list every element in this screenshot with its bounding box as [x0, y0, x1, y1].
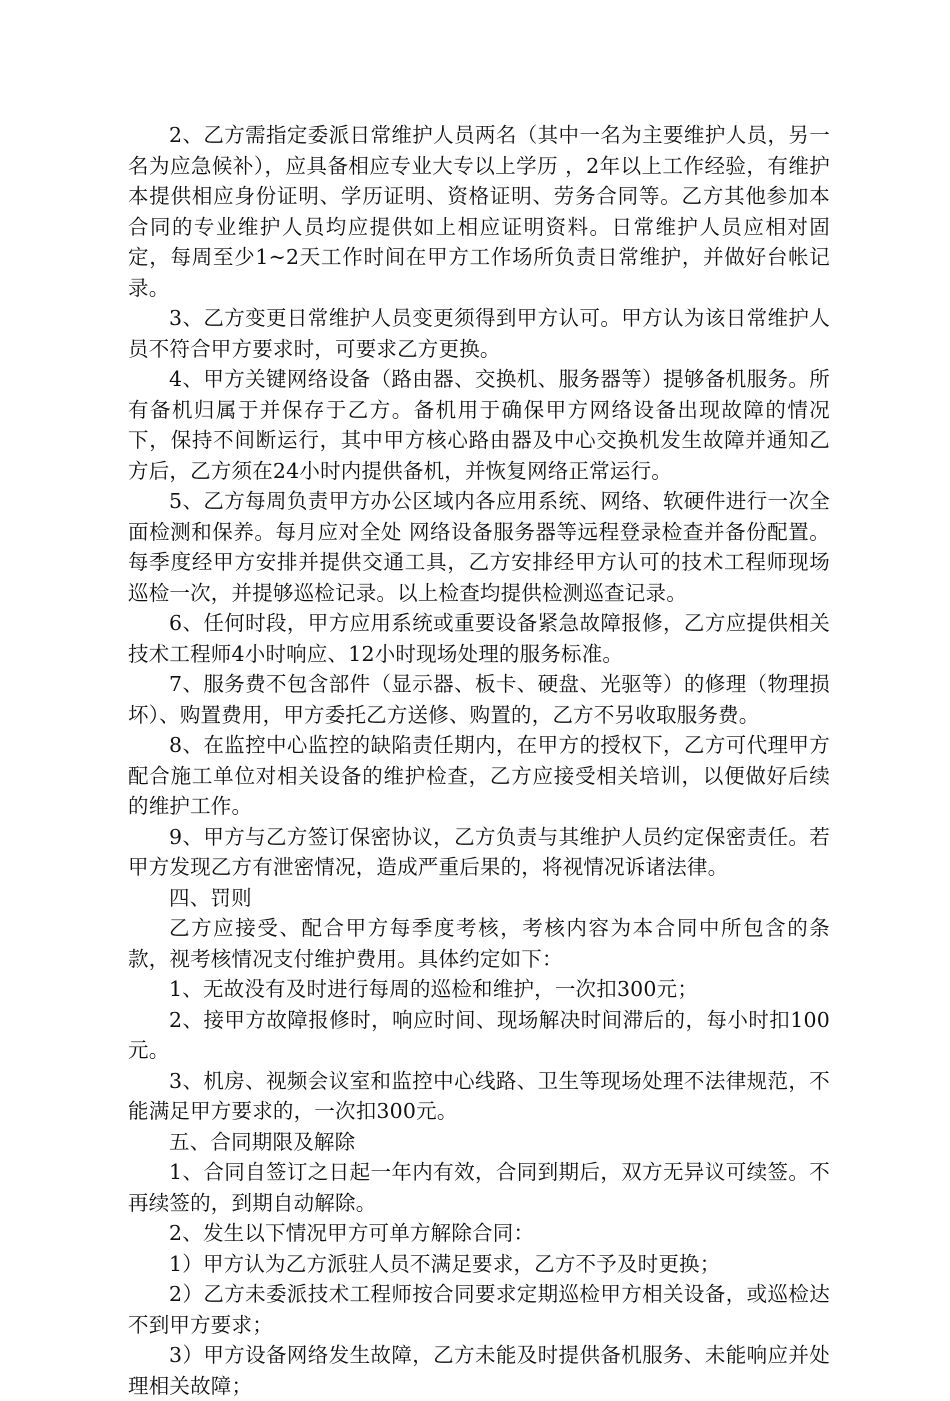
document-body — [128, 120, 830, 1401]
paragraph-clause-4: 4、甲方关键网络设备（路由器、交换机、服务器等）提够备机服务。所有备机归属于并保存于乙方。备机用于确保甲方网络设备出现故障的情况下，保持不间断运行，其中甲方核心路由器及中心交换机发生故障并通知乙方后，乙方须在24小时内提供备机，并恢复网络正常运行。 — [128, 367, 830, 483]
paragraph-penalty-1: 1、无故没有及时进行每周的巡检和维护，一次扣300元； — [169, 977, 699, 1001]
paragraph-term-2-item-2: 2）乙方未委派技术工程师按合同要求定期巡检甲方相关设备，或巡检达不到甲方要求； — [128, 1282, 830, 1337]
paragraph-penalties-intro: 乙方应接受、配合甲方每季度考核，考核内容为本合同中所包含的条款，视考核情况支付维护费用。具体约定如下： — [128, 916, 830, 971]
paragraph-clause-2: 2、乙方需指定委派日常维护人员两名（其中一名为主要维护人员，另一名为应急候补），应具备相应专业大专以上学历 ，2年以上工作经验，有维护本提供相应身份证明、学历证明、资格证明、劳务合同等。乙方其他参加本合同的专业维护人员均应提供如上相应证明资料。日常维护人员应相对固定，每周至少1~2天工作时间在甲方工作场所负责日常维护，并做好台帐记录。 — [128, 123, 830, 300]
paragraph-penalty-3: 3、机房、视频会议室和监控中心线路、卫生等现场处理不法律规范，不能满足甲方要求的，一次扣300元。 — [128, 1068, 830, 1123]
section-heading-term: 五、合同期限及解除 — [169, 1129, 356, 1154]
paragraph-term-1: 1、合同自签订之日起一年内有效，合同到期后，双方无异议可续签。不再续签的，到期自动解除。 — [128, 1160, 830, 1215]
paragraph-clause-9: 9、甲方与乙方签订保密协议，乙方负责与其维护人员约定保密责任。若甲方发现乙方有泄密情况，造成严重后果的，将视情况诉诸法律。 — [128, 824, 830, 879]
paragraph-term-2-item-1: 1）甲方认为乙方派驻人员不满足要求，乙方不予及时更换； — [169, 1251, 721, 1276]
section-heading-penalties: 四、罚则 — [169, 885, 252, 910]
paragraph-clause-8: 8、在监控中心监控的缺陷责任期内，在甲方的授权下，乙方可代理甲方配合施工单位对相关设备的维护检查，乙方应接受相关培训，以便做好后续的维护工作。 — [128, 733, 830, 818]
paragraph-term-2: 2、发生以下情况甲方可单方解除合同： — [169, 1221, 535, 1245]
paragraph-term-2-item-3: 3）甲方设备网络发生故障，乙方未能及时提供备机服务、未能响应并处理相关故障； — [128, 1343, 830, 1398]
paragraph-clause-7: 7、服务费不包含部件（显示器、板卡、硬盘、光驱等）的修理（物理损坏）、购置费用，甲方委托乙方送修、购置的，乙方不另收取服务费。 — [128, 672, 830, 727]
paragraph-clause-6: 6、任何时段，甲方应用系统或重要设备紧急故障报修，乙方应提供相关技术工程师4小时响应、12小时现场处理的服务标准。 — [128, 611, 830, 666]
paragraph-clause-5: 5、乙方每周负责甲方办公区域内各应用系统、网络、软硬件进行一次全面检测和保养。每月应对全处 网络设备服务器等远程登录检查并备份配置。每季度经甲方安排并提供交通工具，乙方安排经甲方认可的技术工程师现场巡检一次，并提够巡检记录。以上检查均提供检测巡查记录。 — [128, 489, 830, 605]
paragraph-penalty-2: 2、接甲方故障报修时，响应时间、现场解决时间滞后的，每小时扣100元。 — [128, 1007, 830, 1062]
paragraph-clause-3: 3、乙方变更日常维护人员变更须得到甲方认可。甲方认为该日常维护人员不符合甲方要求时，可要求乙方更换。 — [128, 306, 830, 361]
